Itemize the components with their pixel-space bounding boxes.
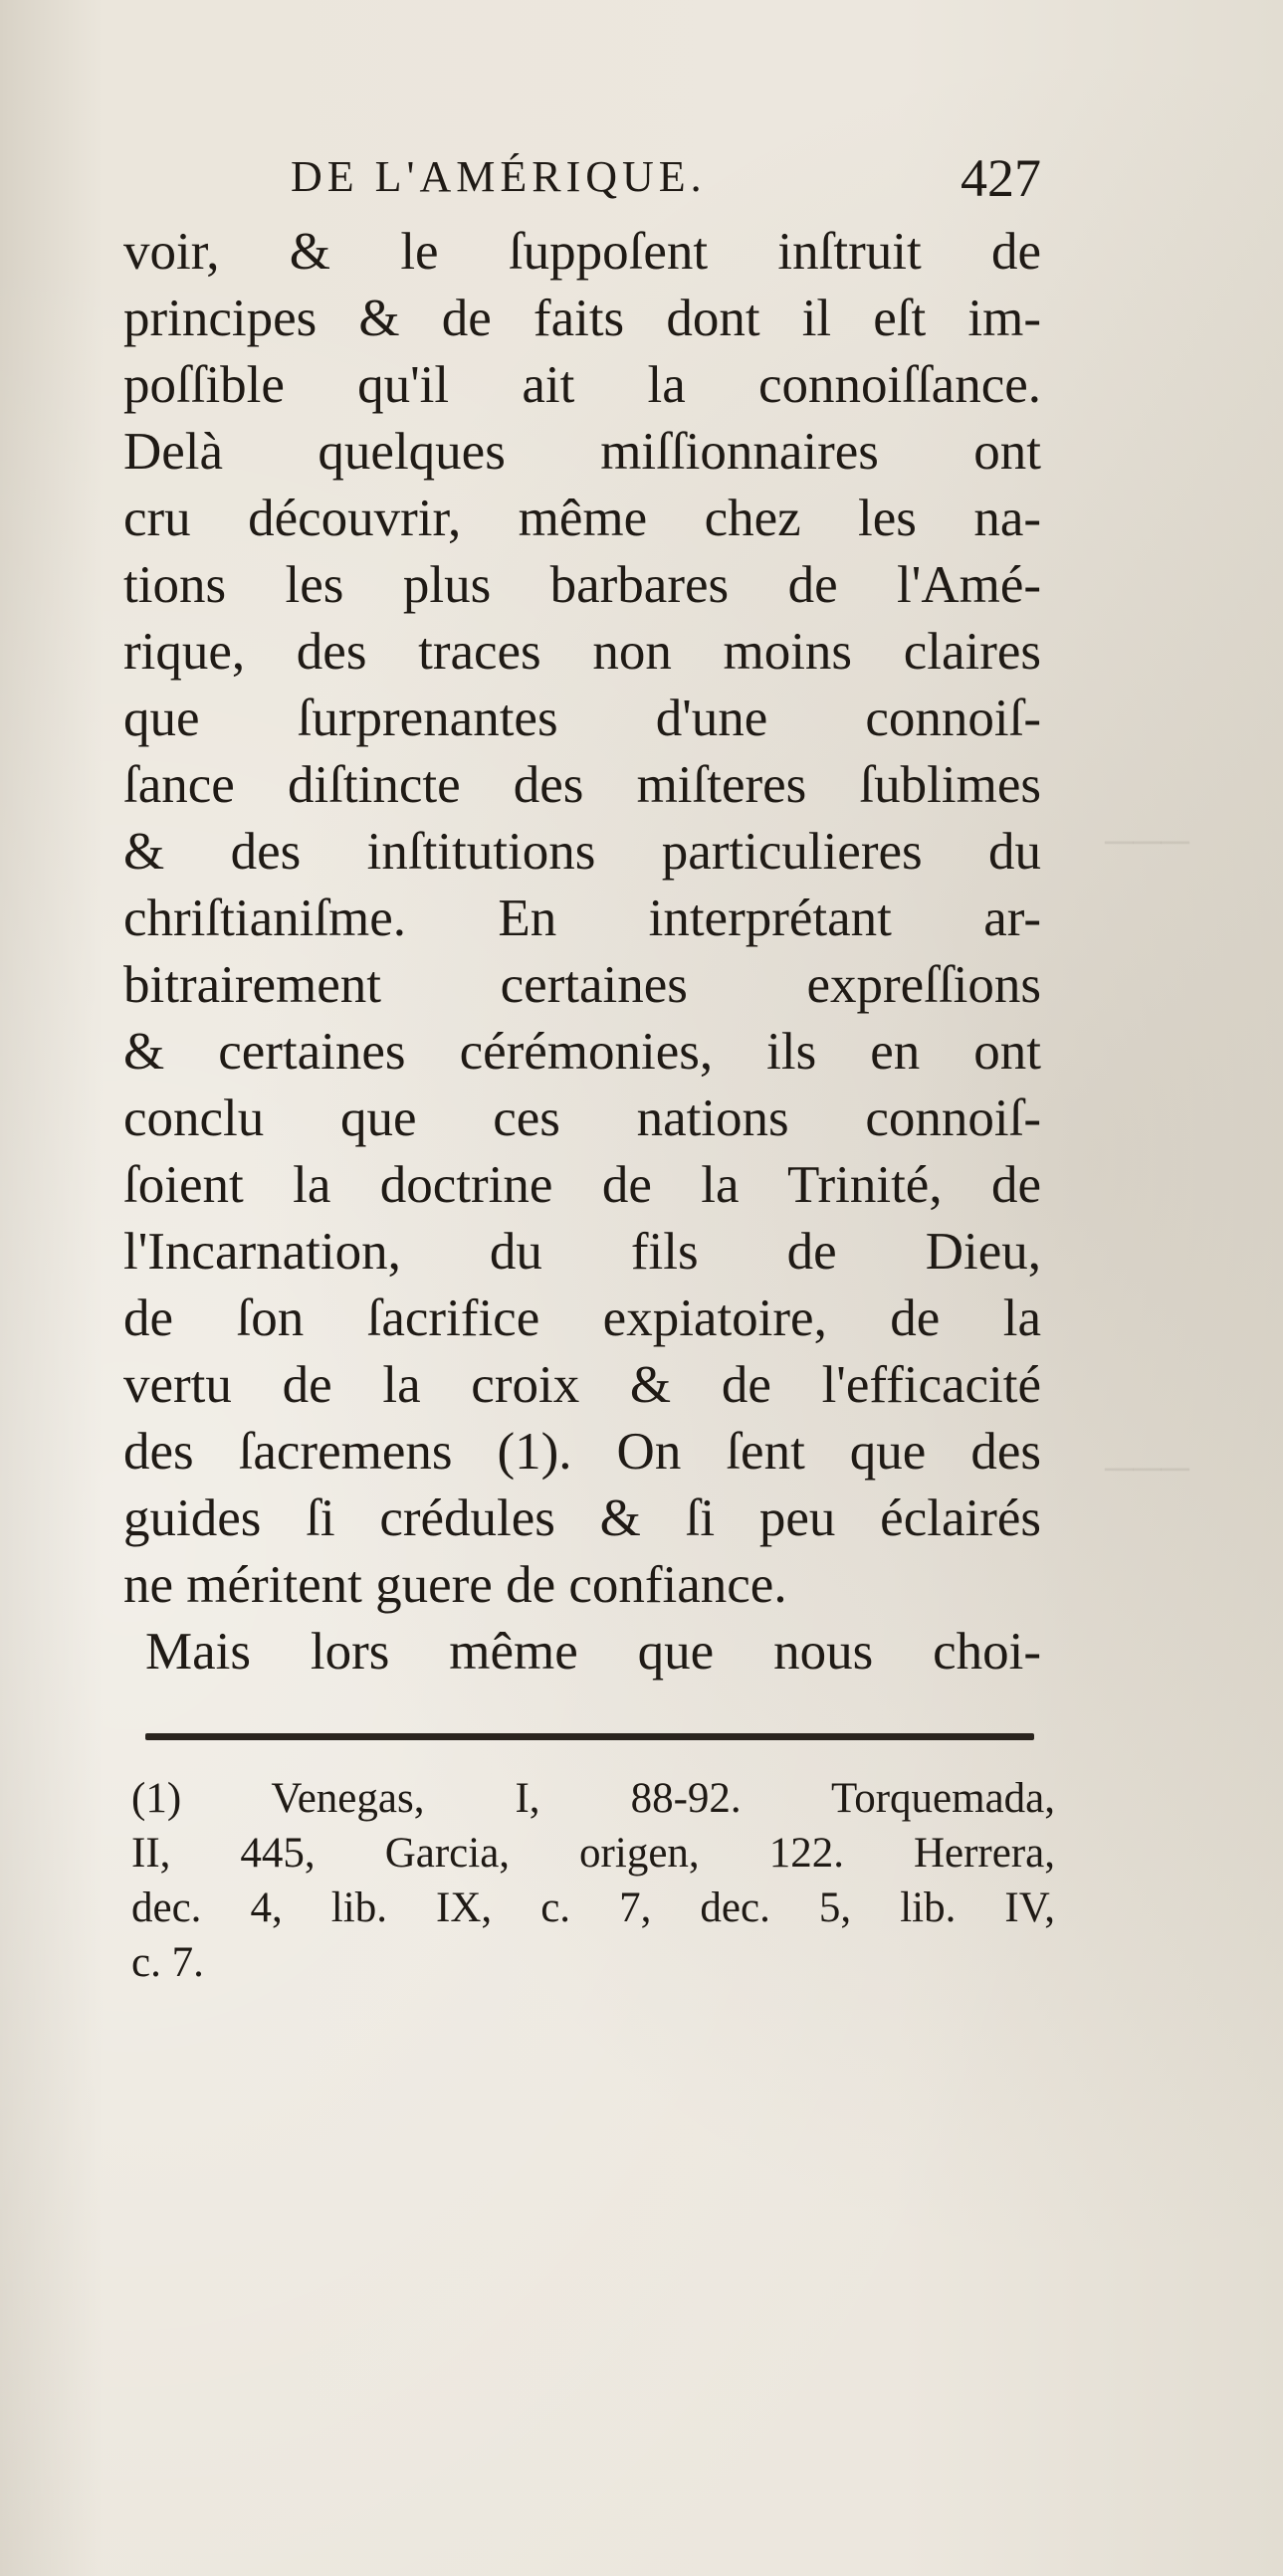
text-line: principes & de faits dont il eſt im-: [123, 290, 1041, 347]
running-head: [291, 147, 1041, 217]
show-through-ink: ───: [1105, 819, 1190, 864]
footnote-line: c. 7.: [131, 1939, 204, 1986]
footnote-rule: [145, 1733, 1034, 1740]
footnote-line: II, 445, Garcia, origen, 122. Herrera,: [131, 1830, 1055, 1877]
text-line: & certaines cérémonies, ils en ont: [123, 1023, 1041, 1081]
text-line: que ſurprenantes d'une connoiſ-: [123, 690, 1041, 747]
footnote: [131, 1771, 1055, 1990]
text-line: rique, des traces non moins claires: [123, 623, 1041, 681]
text-line: bitrairement certaines expreſſions: [123, 956, 1041, 1014]
page-number: 427: [961, 148, 1041, 208]
text-line: tions les plus barbares de l'Amé-: [123, 556, 1041, 614]
text-line: conclu que ces nations connoiſ-: [123, 1090, 1041, 1147]
text-line: vertu de la croix & de l'efficacité: [123, 1356, 1041, 1414]
running-title: DE L'AMÉRIQUE.: [291, 152, 707, 201]
text-line: Delà quelques miſſionnaires ont: [123, 423, 1041, 481]
footnote-line: (1) Venegas, I, 88-92. Torquemada,: [131, 1775, 1055, 1822]
footnote-line: dec. 4, lib. IX, c. 7, dec. 5, lib. IV,: [131, 1884, 1055, 1931]
text-line: des ſacremens (1). On ſent que des: [123, 1423, 1041, 1481]
text-line: de ſon ſacrifice expiatoire, de la: [123, 1289, 1041, 1347]
text-line: cru découvrir, même chez les na-: [123, 490, 1041, 547]
text-line: guides ſi crédules & ſi peu éclairés: [123, 1489, 1041, 1547]
text-line: voir, & le ſuppoſent inſtruit de: [123, 223, 1041, 281]
text-line: ſoient la doctrine de la Trinité, de: [123, 1156, 1041, 1214]
text-line: chriſtianiſme. En interprétant ar-: [123, 890, 1041, 947]
text-line: Mais lors même que nous choi-: [145, 1623, 1041, 1681]
text-line: & des inſtitutions particulieres du: [123, 823, 1041, 881]
text-line: ne méritent guere de confiance.: [123, 1556, 787, 1614]
text-line: ſance diſtincte des miſteres ſublimes: [123, 756, 1041, 814]
text-line: l'Incarnation, du fils de Dieu,: [123, 1223, 1041, 1281]
text-line: poſſible qu'il ait la connoiſſance.: [123, 356, 1041, 414]
show-through-ink-2: ───: [1105, 1446, 1190, 1490]
body-text: [123, 219, 1041, 1685]
